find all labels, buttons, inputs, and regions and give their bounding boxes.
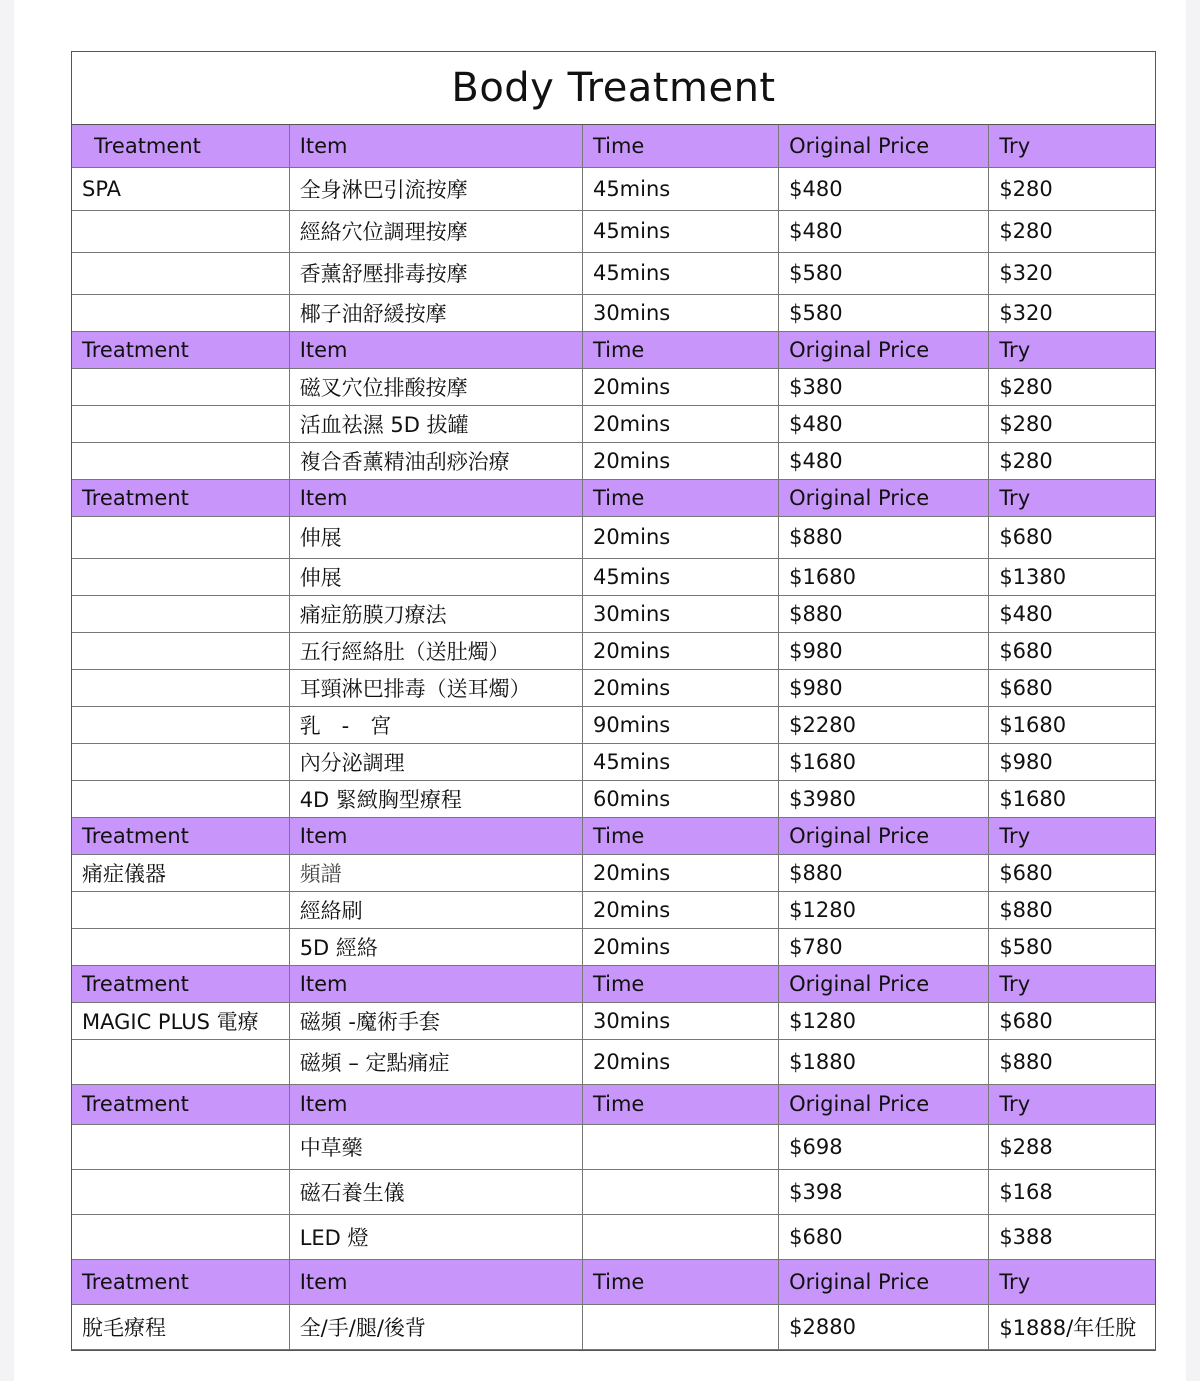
cell-original-price: $380	[779, 368, 989, 405]
header-original-price: Original Price	[779, 1084, 989, 1124]
table-row	[72, 368, 1155, 405]
header-time: Time	[582, 1084, 778, 1124]
cell-original-price: $880	[779, 516, 989, 558]
cell-time: 20mins	[582, 928, 778, 965]
cell-try: $280	[989, 405, 1155, 442]
cell-treatment: 痛症儀器	[72, 854, 289, 891]
cell-treatment	[72, 632, 289, 669]
header-time: Time	[582, 965, 778, 1002]
cell-try: $1680	[989, 780, 1155, 817]
cell-try: $680	[989, 516, 1155, 558]
cell-treatment	[72, 706, 289, 743]
cell-treatment	[72, 368, 289, 405]
cell-try: $680	[989, 632, 1155, 669]
cell-try: $388	[989, 1214, 1155, 1259]
cell-time: 60mins	[582, 780, 778, 817]
section-header-row	[72, 479, 1155, 516]
cell-try: $580	[989, 928, 1155, 965]
header-time: Time	[582, 125, 778, 167]
cell-time: 20mins	[582, 669, 778, 706]
table-row	[72, 706, 1155, 743]
cell-time: 20mins	[582, 632, 778, 669]
cell-treatment	[72, 780, 289, 817]
header-try: Try	[989, 479, 1155, 516]
cell-item: 全身淋巴引流按摩	[289, 167, 582, 210]
cell-try: $288	[989, 1124, 1155, 1169]
cell-try: $1380	[989, 558, 1155, 595]
cell-item: 經絡穴位調理按摩	[289, 210, 582, 252]
cell-time: 20mins	[582, 854, 778, 891]
section-header-row	[72, 1084, 1155, 1124]
cell-treatment: MAGIC PLUS 電療	[72, 1002, 289, 1039]
cell-time: 20mins	[582, 516, 778, 558]
cell-time	[582, 1124, 778, 1169]
cell-item: 香薰舒壓排毒按摩	[289, 252, 582, 294]
cell-item: 耳頸淋巴排毒（送耳燭）	[289, 669, 582, 706]
cell-treatment	[72, 1039, 289, 1084]
cell-try: $680	[989, 669, 1155, 706]
header-original-price: Original Price	[779, 817, 989, 854]
cell-try: $980	[989, 743, 1155, 780]
cell-treatment	[72, 1169, 289, 1214]
table-row	[72, 1169, 1155, 1214]
cell-item: 磁頻 – 定點痛症	[289, 1039, 582, 1084]
cell-treatment: 脫毛療程	[72, 1304, 289, 1349]
cell-try: $168	[989, 1169, 1155, 1214]
cell-try: $680	[989, 854, 1155, 891]
header-item: Item	[289, 479, 582, 516]
cell-try: $480	[989, 595, 1155, 632]
cell-time: 45mins	[582, 252, 778, 294]
cell-original-price: $480	[779, 167, 989, 210]
header-treatment: Treatment	[72, 125, 289, 167]
cell-original-price: $480	[779, 442, 989, 479]
table-row	[72, 1304, 1155, 1349]
cell-time: 30mins	[582, 1002, 778, 1039]
cell-try: $1888/年任脫	[989, 1304, 1155, 1349]
header-item: Item	[289, 965, 582, 1002]
cell-time: 45mins	[582, 558, 778, 595]
section-header-row	[72, 125, 1155, 167]
header-original-price: Original Price	[779, 479, 989, 516]
table-row	[72, 1039, 1155, 1084]
header-item: Item	[289, 817, 582, 854]
section-header-row	[72, 1259, 1155, 1304]
header-time: Time	[582, 331, 778, 368]
cell-try: $880	[989, 1039, 1155, 1084]
table-row	[72, 516, 1155, 558]
cell-item: 乳 - 宮	[289, 706, 582, 743]
cell-original-price: $698	[779, 1124, 989, 1169]
table-row	[72, 442, 1155, 479]
cell-item: 複合香薰精油刮痧治療	[289, 442, 582, 479]
header-treatment: Treatment	[72, 965, 289, 1002]
cell-time: 20mins	[582, 1039, 778, 1084]
cell-original-price: $580	[779, 252, 989, 294]
price-table	[72, 125, 1155, 1350]
header-original-price: Original Price	[779, 331, 989, 368]
cell-treatment	[72, 891, 289, 928]
header-original-price: Original Price	[779, 125, 989, 167]
cell-original-price: $980	[779, 632, 989, 669]
cell-treatment	[72, 1214, 289, 1259]
cell-item: 活血祛濕 5D 拔罐	[289, 405, 582, 442]
header-item: Item	[289, 1259, 582, 1304]
cell-treatment	[72, 210, 289, 252]
cell-original-price: $480	[779, 210, 989, 252]
header-original-price: Original Price	[779, 965, 989, 1002]
page	[14, 0, 1186, 1381]
cell-time: 45mins	[582, 743, 778, 780]
cell-treatment	[72, 743, 289, 780]
table-row	[72, 669, 1155, 706]
cell-item: 頻譜	[289, 854, 582, 891]
cell-item: 痛症筋膜刀療法	[289, 595, 582, 632]
section-header-row	[72, 817, 1155, 854]
cell-original-price: $1680	[779, 558, 989, 595]
cell-item: 伸展	[289, 516, 582, 558]
table-row	[72, 252, 1155, 294]
cell-original-price: $1880	[779, 1039, 989, 1084]
cell-time: 20mins	[582, 442, 778, 479]
table-row	[72, 294, 1155, 331]
table-row	[72, 1124, 1155, 1169]
cell-treatment	[72, 516, 289, 558]
cell-item: 伸展	[289, 558, 582, 595]
cell-original-price: $580	[779, 294, 989, 331]
cell-treatment	[72, 669, 289, 706]
table-row	[72, 167, 1155, 210]
header-item: Item	[289, 1084, 582, 1124]
table-row	[72, 1214, 1155, 1259]
cell-item: LED 燈	[289, 1214, 582, 1259]
cell-time: 30mins	[582, 294, 778, 331]
header-try: Try	[989, 331, 1155, 368]
cell-original-price: $1280	[779, 1002, 989, 1039]
table-row	[72, 1002, 1155, 1039]
cell-item: 磁頻 -魔術手套	[289, 1002, 582, 1039]
page-title: Body Treatment	[72, 52, 1155, 125]
cell-original-price: $780	[779, 928, 989, 965]
cell-try: $280	[989, 442, 1155, 479]
cell-time	[582, 1304, 778, 1349]
cell-treatment	[72, 558, 289, 595]
section-header-row	[72, 331, 1155, 368]
cell-treatment	[72, 1124, 289, 1169]
cell-time: 20mins	[582, 368, 778, 405]
table-row	[72, 891, 1155, 928]
cell-try: $280	[989, 210, 1155, 252]
cell-try: $280	[989, 167, 1155, 210]
cell-try: $1680	[989, 706, 1155, 743]
cell-original-price: $480	[779, 405, 989, 442]
section-header-row	[72, 965, 1155, 1002]
table-row	[72, 854, 1155, 891]
cell-original-price: $980	[779, 669, 989, 706]
table-row	[72, 928, 1155, 965]
cell-try: $680	[989, 1002, 1155, 1039]
header-try: Try	[989, 1084, 1155, 1124]
price-table-body	[72, 125, 1155, 1349]
price-sheet	[71, 51, 1156, 1351]
cell-item: 五行經絡肚（送肚燭）	[289, 632, 582, 669]
header-time: Time	[582, 479, 778, 516]
cell-treatment	[72, 252, 289, 294]
cell-time: 30mins	[582, 595, 778, 632]
header-item: Item	[289, 125, 582, 167]
table-row	[72, 632, 1155, 669]
table-row	[72, 595, 1155, 632]
cell-time	[582, 1214, 778, 1259]
header-treatment: Treatment	[72, 1084, 289, 1124]
cell-original-price: $880	[779, 595, 989, 632]
table-row	[72, 743, 1155, 780]
cell-time: 20mins	[582, 405, 778, 442]
cell-original-price: $680	[779, 1214, 989, 1259]
cell-original-price: $2880	[779, 1304, 989, 1349]
cell-treatment	[72, 595, 289, 632]
header-try: Try	[989, 817, 1155, 854]
cell-original-price: $398	[779, 1169, 989, 1214]
cell-original-price: $1280	[779, 891, 989, 928]
header-time: Time	[582, 817, 778, 854]
header-original-price: Original Price	[779, 1259, 989, 1304]
cell-treatment: SPA	[72, 167, 289, 210]
cell-original-price: $880	[779, 854, 989, 891]
cell-item: 全/手/腿/後背	[289, 1304, 582, 1349]
table-row	[72, 405, 1155, 442]
header-try: Try	[989, 1259, 1155, 1304]
cell-time: 45mins	[582, 167, 778, 210]
header-try: Try	[989, 125, 1155, 167]
cell-original-price: $2280	[779, 706, 989, 743]
cell-original-price: $1680	[779, 743, 989, 780]
cell-item: 磁石養生儀	[289, 1169, 582, 1214]
cell-item: 椰子油舒緩按摩	[289, 294, 582, 331]
cell-try: $320	[989, 252, 1155, 294]
header-treatment: Treatment	[72, 817, 289, 854]
cell-try: $880	[989, 891, 1155, 928]
cell-treatment	[72, 405, 289, 442]
cell-try: $320	[989, 294, 1155, 331]
header-treatment: Treatment	[72, 331, 289, 368]
table-row	[72, 780, 1155, 817]
cell-item: 經絡刷	[289, 891, 582, 928]
cell-item: 磁叉穴位排酸按摩	[289, 368, 582, 405]
cell-item: 內分泌調理	[289, 743, 582, 780]
cell-time: 45mins	[582, 210, 778, 252]
cell-item: 4D 緊緻胸型療程	[289, 780, 582, 817]
cell-time: 20mins	[582, 891, 778, 928]
cell-treatment	[72, 294, 289, 331]
cell-treatment	[72, 442, 289, 479]
cell-item: 中草藥	[289, 1124, 582, 1169]
cell-time	[582, 1169, 778, 1214]
header-item: Item	[289, 331, 582, 368]
cell-treatment	[72, 928, 289, 965]
header-try: Try	[989, 965, 1155, 1002]
cell-time: 90mins	[582, 706, 778, 743]
header-treatment: Treatment	[72, 1259, 289, 1304]
header-time: Time	[582, 1259, 778, 1304]
table-row	[72, 558, 1155, 595]
cell-try: $280	[989, 368, 1155, 405]
cell-original-price: $3980	[779, 780, 989, 817]
cell-item: 5D 經絡	[289, 928, 582, 965]
table-row	[72, 210, 1155, 252]
header-treatment: Treatment	[72, 479, 289, 516]
